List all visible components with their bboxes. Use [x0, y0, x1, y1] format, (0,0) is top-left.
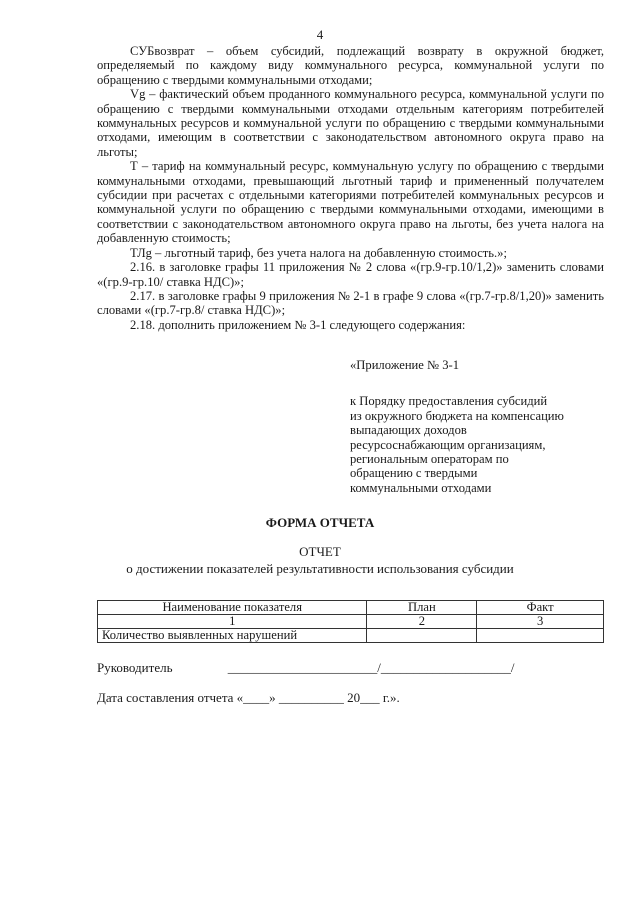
table-number-row	[98, 615, 604, 629]
appendix-line: обращению с твердыми	[350, 466, 478, 481]
table-row	[98, 629, 604, 643]
appendix-heading: «Приложение № 3-1	[350, 358, 459, 372]
paragraph: СУБвозврат – объем субсидий, подлежащий возврату в окружной бюджет, определяемый по каждому виду коммунального ресурса, коммунальной услуги по обращению с твердыми коммунальными отходами;	[97, 44, 604, 87]
paragraph: 2.18. дополнить приложением № 3-1 следующего содержания:	[130, 317, 466, 332]
table-cell: Количество выявленных нарушений	[98, 629, 367, 643]
form-title: ФОРМА ОТЧЕТА	[265, 515, 375, 530]
appendix-line: выпадающих доходов	[350, 423, 467, 438]
appendix-line: из окружного бюджета на компенсацию	[350, 408, 564, 423]
number-cell: 3	[477, 615, 604, 629]
appendix-line: коммунальными отходами	[350, 480, 492, 495]
paragraph: ТЛg – льготный тариф, без учета налога на добавленную стоимость.»;	[130, 245, 507, 260]
report-title: ОТЧЕТ	[299, 544, 341, 559]
header-cell-indicator: Наименование показателя	[98, 601, 367, 615]
number-cell: 1	[98, 615, 367, 629]
appendix-block	[350, 358, 610, 495]
appendix-line: региональным операторам по	[350, 452, 509, 467]
date-line: Дата составления отчета «____» __________ 20___ г.».	[97, 690, 400, 705]
table-cell	[367, 629, 477, 643]
page-number: 4	[316, 27, 324, 42]
paragraph: 2.16. в заголовке графы 11 приложения № 2 слова «(гр.9-гр.10/1,2)» заменить словами «(гр.9-гр.10/ ставка НДС)»;	[97, 260, 604, 289]
appendix-line: ресурсоснабжающим организациям,	[350, 437, 546, 452]
paragraph: Vg – фактический объем проданного коммунального ресурса, коммунальной услуги по обращению с твердыми коммунальными отходами отдельным категориям потребителей коммунальных ресурсов и коммунальной услуги по обращению с твердыми коммунальными отходами, имеющим в соответствии с законодательством автономного округа право на льготы;	[97, 87, 604, 159]
paragraph: Т – тариф на коммунальный ресурс, коммунальную услугу по обращению с твердыми коммунальными отходами, превышающий льготный тариф и примененный получателем субсидии при расчетах с отдельными категориями потребителей коммунальных ресурсов и коммунальной услуги по обращению с твердыми коммунальными отходами, имеющими в соответствии с законодательством автономного округа право на льготы, без учета налога на добавленную стоимость;	[97, 159, 604, 246]
header-cell-plan: План	[367, 601, 477, 615]
paragraph: 2.17. в заголовке графы 9 приложения № 2-1 в графе 9 слова «(гр.7-гр.8/1,20)» заменить словами «(гр.7-гр.8/ ставка НДС)»;	[97, 288, 604, 318]
report-subtitle: о достижении показателей результативности использования субсидии	[126, 561, 514, 576]
table-cell	[477, 629, 604, 643]
header-cell-fact: Факт	[477, 601, 604, 615]
signature-line: Руководитель _______________________/____________________/	[97, 660, 515, 675]
number-cell: 2	[367, 615, 477, 629]
indicators-table	[97, 600, 604, 643]
body-text	[97, 44, 604, 332]
table-header-row	[98, 601, 604, 615]
appendix-line: к Порядку предоставления субсидий	[350, 394, 548, 409]
